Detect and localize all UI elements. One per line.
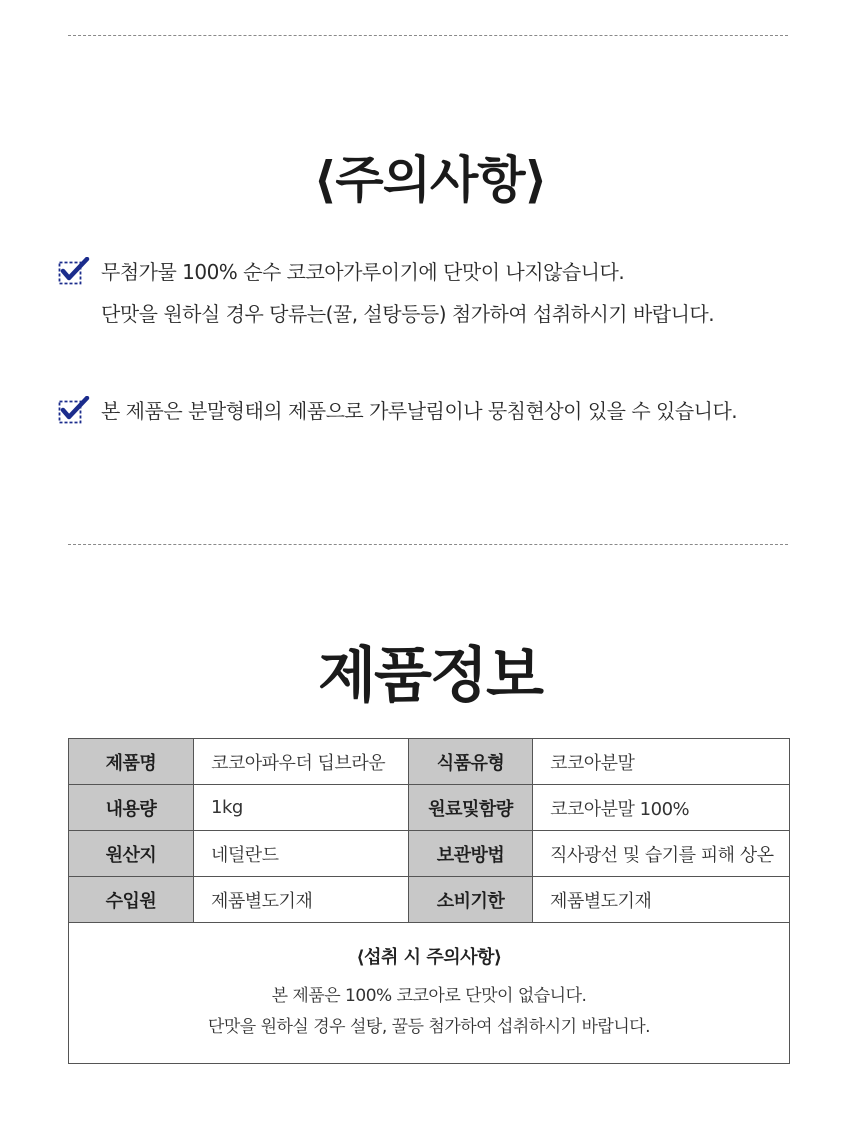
label-storage: 보관방법 [409,831,533,877]
value-origin: 네덜란드 [194,831,409,877]
value-expiry: 제품별도기재 [533,877,790,923]
caution-item-1-line-1: 무첨가물 100% 순수 코코아가루이기에 단맛이 나지않습니다. [101,260,625,284]
middle-divider [68,544,788,545]
value-importer: 제품별도기재 [194,877,409,923]
value-ingredients: 코코아분말 100% [533,785,790,831]
intake-caution-line-1: 본 제품은 100% 코코아로 단맛이 없습니다. [271,986,587,1006]
label-expiry: 소비기한 [409,877,533,923]
table-row [69,923,790,1064]
table-row [69,877,790,923]
table-row [69,785,790,831]
label-importer: 수입원 [69,877,194,923]
value-product-name: 코코아파우더 딥브라운 [194,739,409,785]
product-info-title: 제품정보 [318,641,542,711]
check-box-icon [58,396,90,424]
caution-item-1 [58,254,838,334]
check-box-icon [58,257,90,285]
value-storage: 직사광선 및 습기를 피해 상온 [533,831,790,877]
intake-caution-note [69,923,790,1064]
product-info-table [68,738,790,1064]
label-net-content: 내용량 [69,785,194,831]
top-divider [68,35,788,36]
intake-caution-line-2: 단맛을 원하실 경우 설탕, 꿀등 첨가하여 섭취하시기 바랍니다. [207,1017,651,1037]
label-product-name: 제품명 [69,739,194,785]
table-row [69,739,790,785]
label-food-type: 식품유형 [409,739,533,785]
value-food-type: 코코아분말 [533,739,790,785]
label-origin: 원산지 [69,831,194,877]
label-ingredients: 원료및함량 [409,785,533,831]
table-row [69,831,790,877]
caution-item-2 [58,393,838,427]
caution-item-2-line-1: 본 제품은 분말형태의 제품으로 가루날림이나 뭉침현상이 있을 수 있습니다. [101,399,738,423]
caution-title: ⟨주의사항⟩ [313,151,547,209]
value-net-content: 1kg [194,785,409,831]
caution-item-1-line-2: 단맛을 원하실 경우 당류는(꿀, 설탕등등) 첨가하여 섭취하시기 바랍니다. [101,302,715,326]
intake-caution-title: ⟨섭취 시 주의사항⟩ [356,947,502,968]
